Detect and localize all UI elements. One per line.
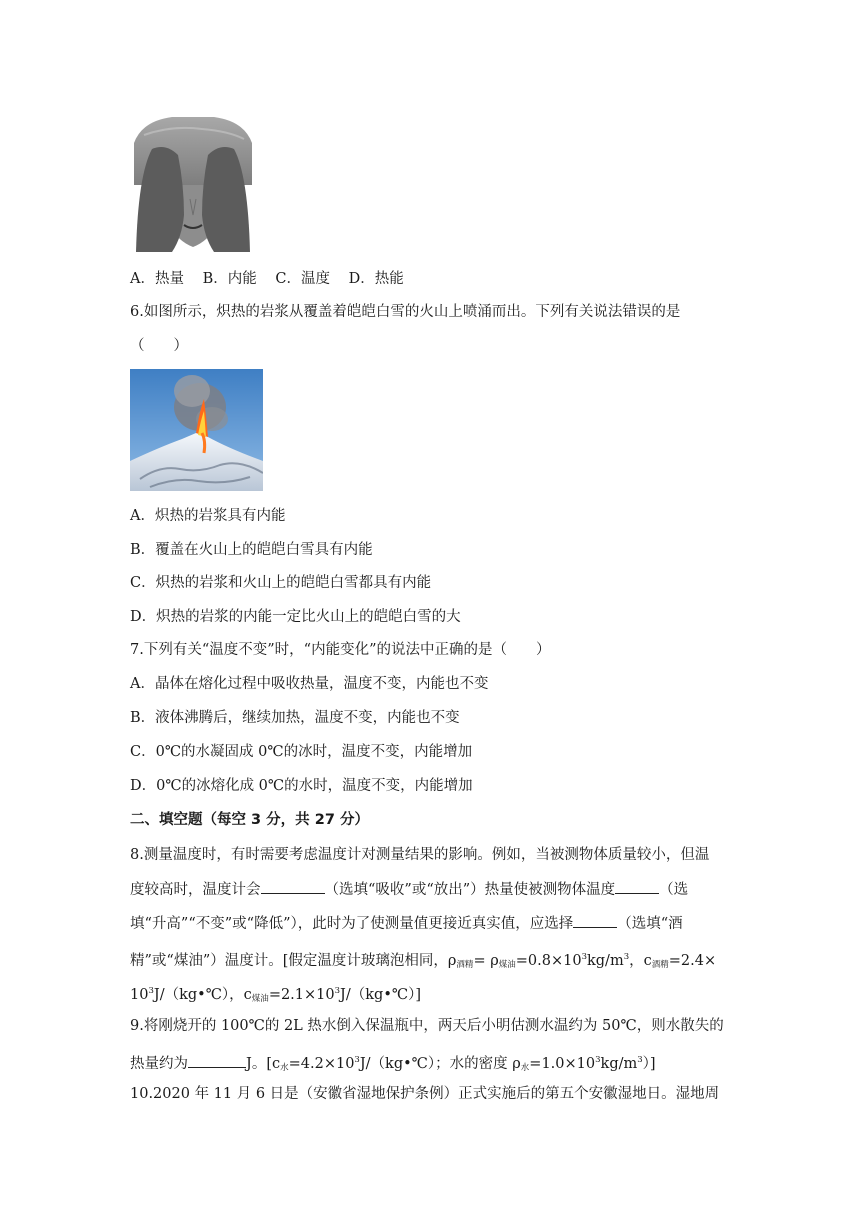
q9-text: =4.2×10 — [288, 1056, 355, 1072]
q6-option-c: C．炽热的岩浆和火山上的皑皑白雪都具有内能 — [130, 575, 432, 591]
q10-line1: 10.2020 年 11 月 6 日是（安徽省湿地保护条例）正式实施后的第五个安徽湿地日。湿地周 — [130, 1086, 720, 1102]
q9-subscript: 水 — [520, 1063, 530, 1073]
q8-line2 — [130, 879, 688, 900]
q8-text: =2.1×10 — [268, 987, 335, 1003]
q8-line5 — [130, 981, 421, 1009]
q9-answer-blank[interactable] — [188, 1053, 246, 1068]
photo-hands-over-eyes — [132, 115, 254, 252]
q7-option-c: C．0℃的水凝固成 0℃的冰时，温度不变，内能增加 — [130, 744, 473, 760]
q8-text: 精”或“煤油”）温度计。[假定温度计玻璃泡相同，ρ — [130, 953, 457, 969]
q8-text: J/（kg•℃）] — [340, 987, 421, 1003]
q8-text: （选填“酒 — [617, 916, 683, 932]
q8-text: 度较高时，温度计会 — [130, 882, 261, 898]
q9-superscript: 3 — [637, 1055, 643, 1065]
q8-answer-blank-3[interactable] — [573, 913, 617, 928]
q6-option-d: D．炽热的岩浆的内能一定比火山上的皑皑白雪的大 — [130, 609, 461, 625]
q7-option-a: A．晶体在熔化过程中吸收热量，温度不变，内能也不变 — [130, 676, 489, 692]
q8-superscript: 3 — [334, 986, 341, 996]
q9-text: kg/m — [600, 1056, 638, 1072]
q7-option-d: D．0℃的冰熔化成 0℃的水时，温度不变，内能增加 — [130, 778, 473, 794]
q7-option-b: B．液体沸腾后，继续加热，温度不变，内能也不变 — [130, 710, 460, 726]
q8-text: = ρ — [473, 953, 499, 969]
q5-options — [130, 269, 404, 289]
q8-superscript: 3 — [623, 952, 630, 962]
section-title-fill-in: 二、填空题（每空 3 分，共 27 分） — [130, 812, 369, 828]
q6-option-b: B．覆盖在火山上的皑皑白雪具有内能 — [130, 542, 373, 558]
q7-stem: 7.下列有关“温度不变”时，“内能变化”的说法中正确的是（ ） — [130, 642, 551, 658]
q8-text: 10 — [130, 987, 149, 1003]
q8-superscript: 3 — [581, 952, 587, 962]
q8-line3 — [130, 913, 683, 934]
q8-subscript: 酒精 — [651, 960, 669, 970]
q8-subscript: 煤油 — [251, 994, 269, 1004]
q9-text: J/（kg•℃）；水的密度 ρ — [359, 1056, 521, 1072]
q8-subscript: 煤油 — [498, 960, 516, 970]
q8-text: =2.4× — [668, 953, 717, 969]
q9-text: J。[c — [246, 1056, 281, 1072]
q8-text: =0.8×10 — [515, 953, 582, 969]
q5-option-b: B．内能 — [202, 271, 257, 287]
q8-text: （选填“吸收”或“放出”）热量使被测物体温度 — [324, 882, 616, 898]
q9-line2 — [130, 1050, 656, 1078]
q8-subscript: 酒精 — [456, 960, 474, 970]
q6-option-a: A．炽热的岩浆具有内能 — [130, 508, 286, 524]
q8-line4 — [130, 947, 716, 975]
q8-text: kg/m — [586, 953, 624, 969]
q8-text: ，c — [629, 953, 652, 969]
q9-superscript: 3 — [595, 1055, 601, 1065]
q9-text: =1.0×10 — [529, 1056, 596, 1072]
q8-text: （选 — [659, 882, 689, 898]
q9-superscript: 3 — [354, 1055, 360, 1065]
q8-text: J/（kg•℃），c — [153, 987, 252, 1003]
q9-text: ）] — [642, 1056, 656, 1072]
q9-text: 热量约为 — [130, 1056, 188, 1072]
q5-option-a: A．热量 — [130, 271, 184, 287]
q8-superscript: 3 — [148, 986, 154, 996]
q8-line1: 8.测量温度时，有时需要考虑温度计对测量结果的影响。例如，当被测物体质量较小，但温 — [130, 847, 710, 863]
photo-volcano — [130, 369, 263, 491]
q8-text: 填“升高”“不变”或“降低”），此时为了使测量值更接近真实值，应选择 — [130, 916, 574, 932]
q8-answer-blank-2[interactable] — [615, 879, 659, 894]
q9-line1: 9.将刚烧开的 100℃的 2L 热水倒入保温瓶中，两天后小明估测水温约为 50℃，则水散失的 — [130, 1018, 724, 1034]
q6-stem-line2: （ ） — [130, 338, 188, 354]
q8-answer-blank-1[interactable] — [261, 879, 325, 894]
q5-option-c: C．温度 — [275, 271, 330, 287]
q9-subscript: 水 — [280, 1063, 289, 1073]
q6-stem-line1: 6.如图所示，炽热的岩浆从覆盖着皑皑白雪的火山上喷涌而出。下列有关说法错误的是 — [130, 304, 681, 320]
q5-option-d: D．热能 — [348, 271, 404, 287]
